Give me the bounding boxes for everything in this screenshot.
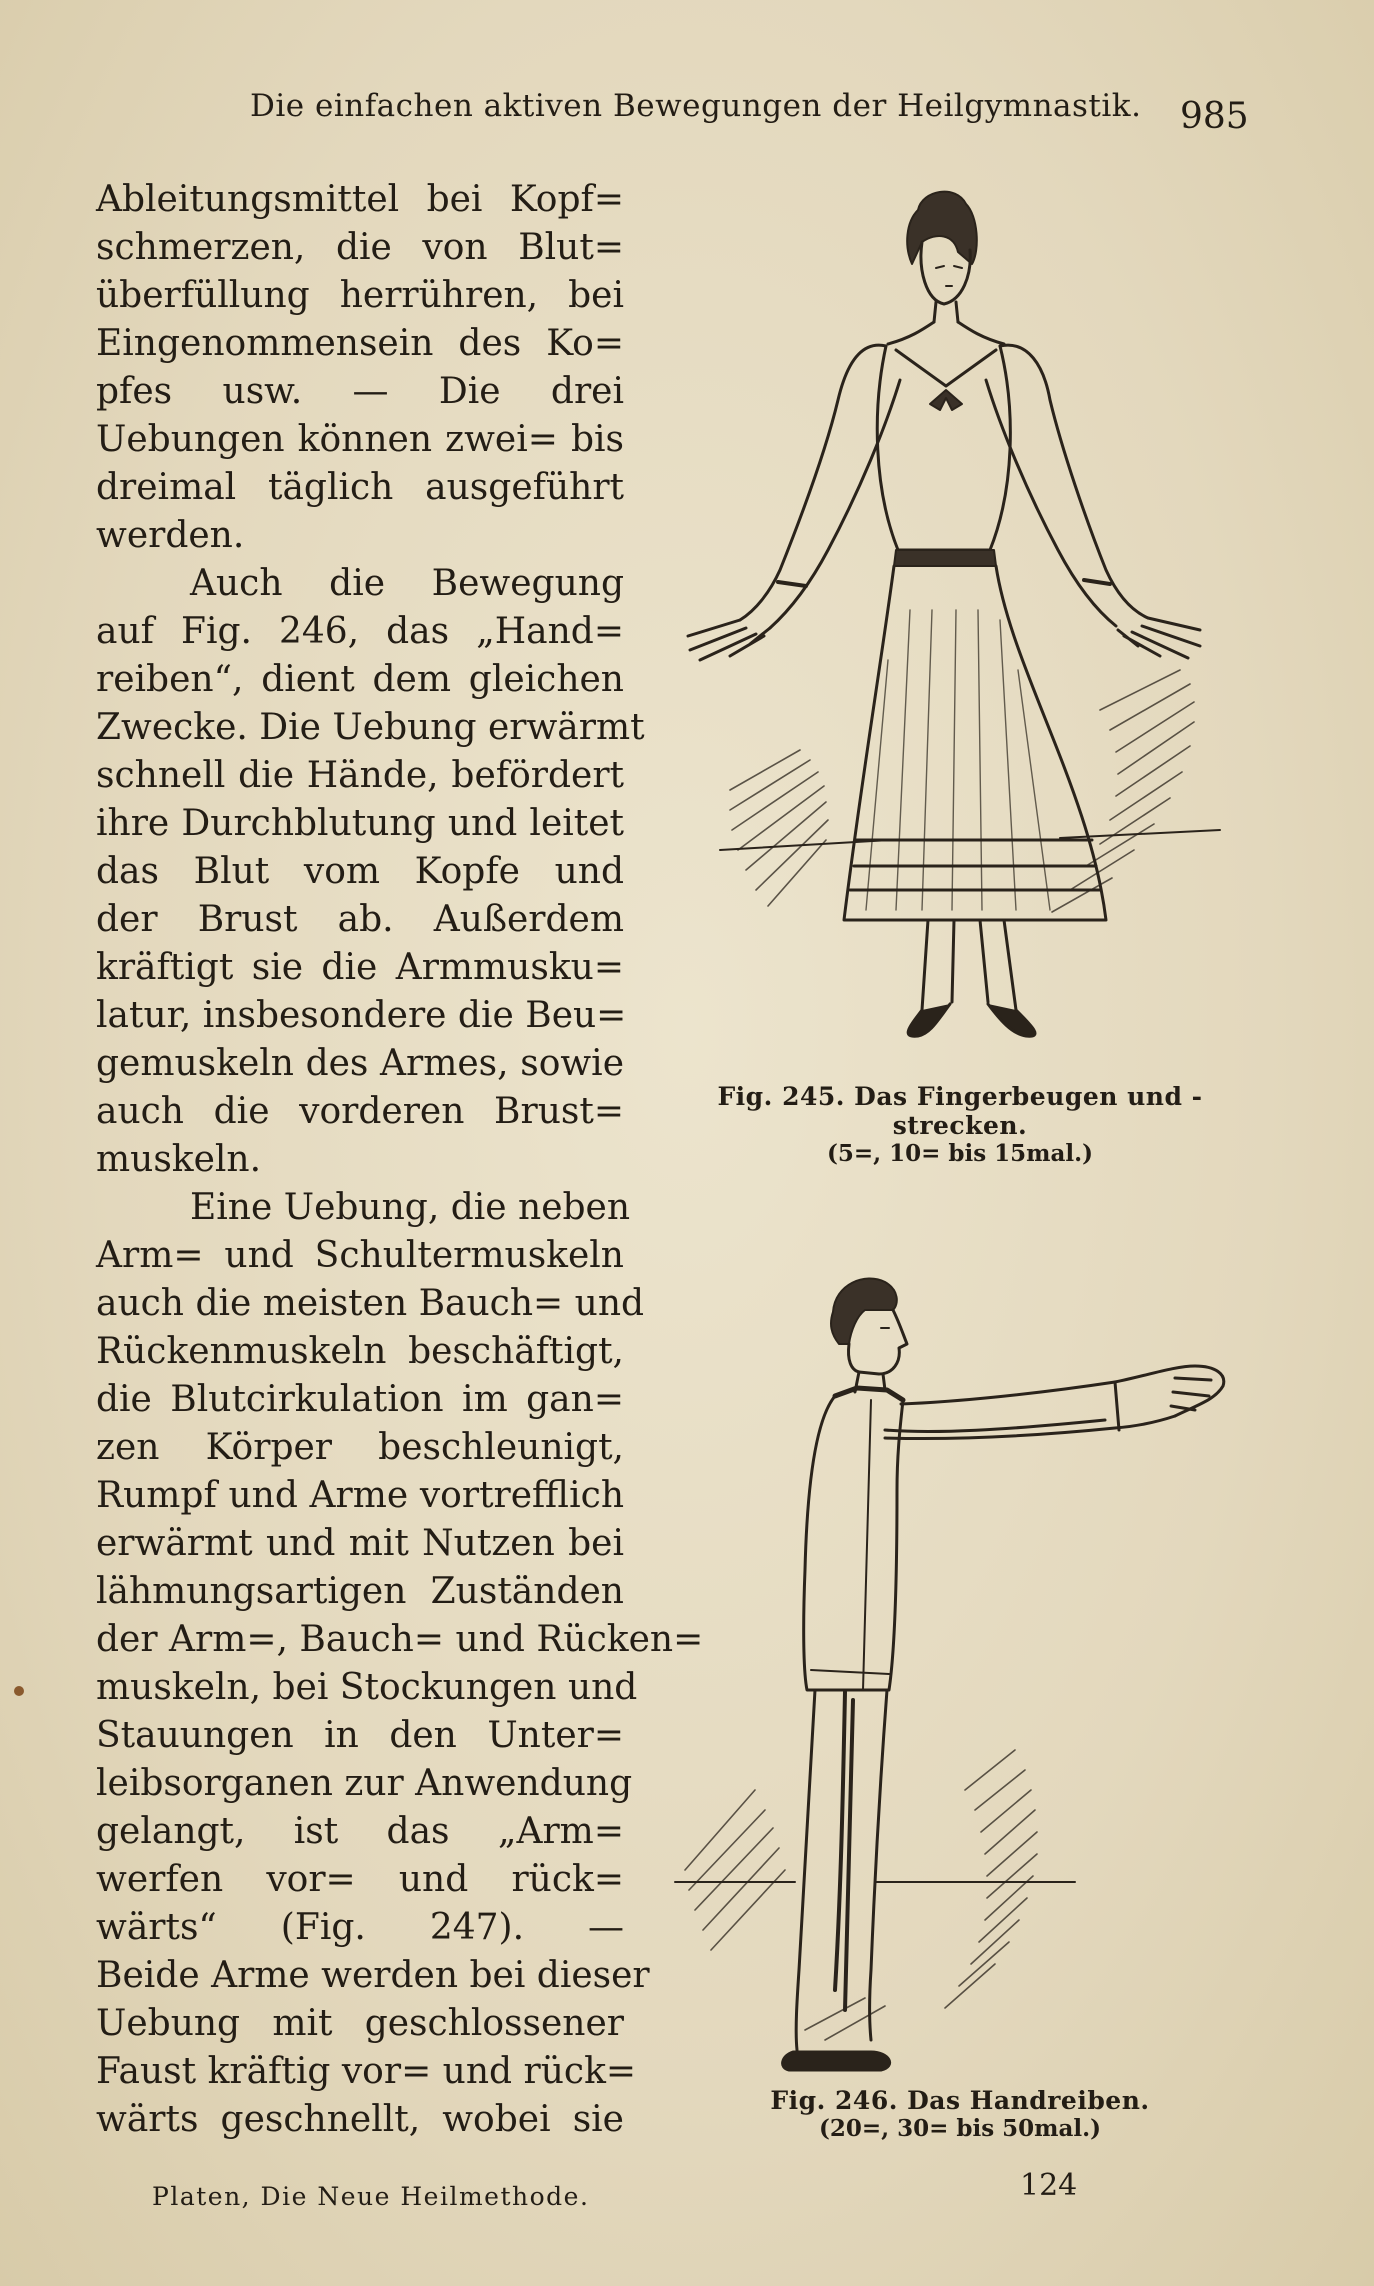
- text-line: Rumpf und Arme vortrefflich: [96, 1475, 624, 1516]
- text-line: leibsorganen zur Anwendung: [96, 1763, 633, 1804]
- text-line: Eine Uebung, die neben: [190, 1187, 631, 1228]
- text-line: lähmungsartigen Zuständen: [96, 1571, 624, 1612]
- text-line: Auch die Bewegung: [190, 563, 624, 604]
- text-line: werden.: [96, 515, 245, 556]
- footer-imprint: Platen, Die Neue Heilmethode.: [152, 2182, 590, 2211]
- text-line: Eingenommensein des Ko=: [96, 323, 624, 364]
- text-line: gemuskeln des Armes, sowie: [96, 1043, 624, 1084]
- text-line: schnell die Hände, befördert: [96, 755, 624, 796]
- figure-245-title: Fig. 245. Das Fingerbeugen und -strecken.: [717, 1082, 1203, 1140]
- text-line: auf Fig. 246, das „Hand=: [96, 611, 624, 652]
- signature-mark: 124: [1020, 2168, 1078, 2203]
- running-title: Die einfachen aktiven Bewegungen der Heilgymnastik.: [250, 88, 1142, 124]
- text-line: pfes usw. — Die drei: [96, 371, 624, 412]
- text-line: latur, insbesondere die Beu=: [96, 995, 627, 1036]
- body-text-column: [96, 176, 704, 2144]
- page-number: 985: [1180, 96, 1249, 137]
- figure-246-title: Fig. 246. Das Handreiben.: [770, 2086, 1150, 2115]
- text-line: Faust kräftig vor= und rück=: [96, 2051, 637, 2092]
- text-line: der Brust ab. Außerdem: [96, 899, 624, 940]
- text-line: schmerzen, die von Blut=: [96, 227, 624, 268]
- text-line: gelangt, ist das „Arm=: [96, 1811, 624, 1852]
- text-line: wärts geschnellt, wobei sie: [96, 2099, 624, 2140]
- text-line: dreimal täglich ausgeführt: [96, 467, 624, 508]
- text-line: überfüllung herrühren, bei: [96, 275, 624, 316]
- text-line: Beide Arme werden bei dieser: [96, 1955, 650, 1996]
- text-line: das Blut vom Kopfe und: [96, 851, 624, 892]
- text-line: Uebung mit geschlossener: [96, 2003, 624, 2044]
- text-line: die Blutcirkulation im gan=: [96, 1379, 624, 1420]
- text-line: reiben“, dient dem gleichen: [96, 659, 624, 700]
- text-line: Uebungen können zwei= bis: [96, 419, 624, 460]
- text-line: der Arm=, Bauch= und Rücken=: [96, 1619, 704, 1660]
- text-line: Ableitungsmittel bei Kopf=: [96, 179, 624, 220]
- figure-245-illustration: [660, 190, 1260, 1090]
- figure-246-caption: [690, 2086, 1230, 2142]
- text-line: auch die meisten Bauch= und: [96, 1283, 645, 1324]
- text-line: werfen vor= und rück=: [96, 1859, 624, 1900]
- figure-245-repetitions: (5=, 10= bis 15mal.): [826, 1140, 1094, 1167]
- text-line: ihre Durchblutung und leitet: [96, 803, 624, 844]
- figure-246-illustration: [675, 1270, 1245, 2070]
- text-line: Arm= und Schultermuskeln: [96, 1235, 624, 1276]
- text-line: Rückenmuskeln beschäftigt,: [96, 1331, 624, 1372]
- text-line: auch die vorderen Brust=: [96, 1091, 624, 1132]
- figure-245-caption: [680, 1082, 1240, 1167]
- text-line: muskeln, bei Stockungen und: [96, 1667, 638, 1708]
- text-line: zen Körper beschleunigt,: [96, 1427, 624, 1468]
- text-line: erwärmt und mit Nutzen bei: [96, 1523, 624, 1564]
- text-line: wärts“ (Fig. 247). —: [96, 1907, 624, 1948]
- text-line: kräftigt sie die Armmusku=: [96, 947, 624, 988]
- text-line: Zwecke. Die Uebung erwärmt: [96, 707, 645, 748]
- paper-speck: [14, 1686, 24, 1696]
- text-line: muskeln.: [96, 1139, 262, 1180]
- text-line: Stauungen in den Unter=: [96, 1715, 624, 1756]
- figure-246-repetitions: (20=, 30= bis 50mal.): [818, 2115, 1102, 2142]
